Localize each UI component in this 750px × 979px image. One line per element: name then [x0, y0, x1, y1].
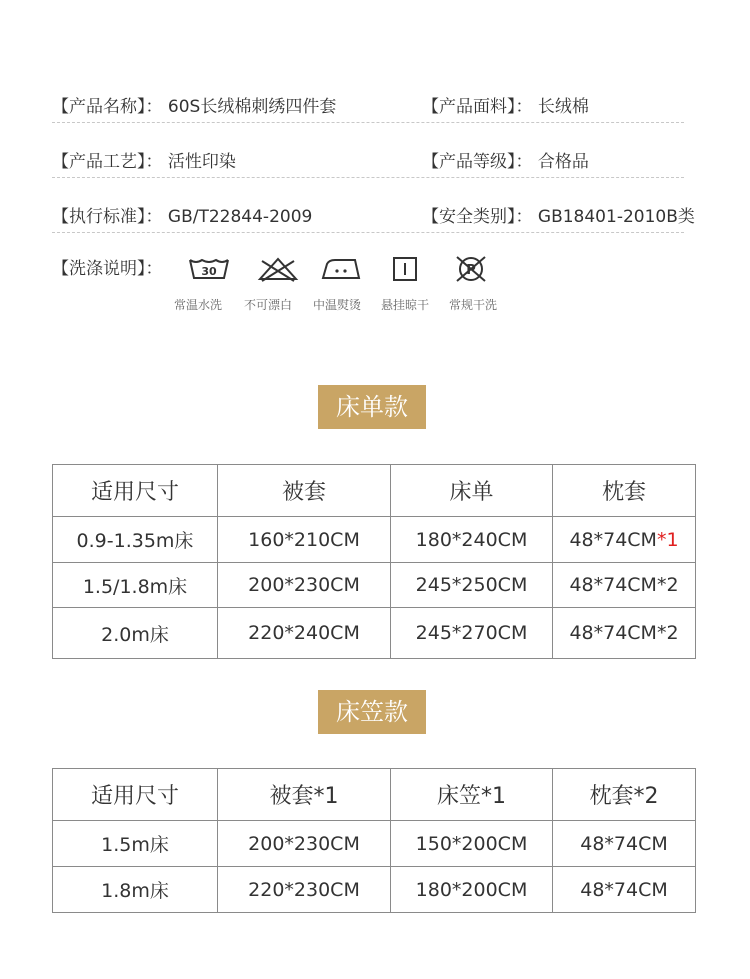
cell-size: 1.5/1.8m床: [53, 563, 218, 608]
header-duvet: 被套: [218, 465, 391, 517]
product-fabric: 【产品面料】： 长绒棉: [422, 97, 589, 117]
cell-size: 2.0m床: [53, 608, 218, 659]
product-name: 【产品名称】： 60S长绒棉刺绣四件套: [52, 97, 337, 117]
sheet-size-table: [52, 464, 696, 659]
table-row: [53, 517, 696, 563]
table-row: [53, 563, 696, 608]
fitted-section-title: 床笠款: [318, 690, 426, 734]
pillow-quantity: *2: [656, 574, 679, 596]
cell-pillow: [553, 517, 696, 563]
care-text-iron: 中温熨烫: [313, 298, 362, 312]
table-header-row: [53, 465, 696, 517]
fitted-size-table: [52, 768, 696, 913]
cell-duvet: 220*240CM: [218, 608, 391, 659]
header-sheet: 床单: [391, 465, 553, 517]
product-grade: 【产品等级】： 合格品: [422, 152, 589, 172]
cell-pillow: [553, 608, 696, 659]
cell-duvet: 160*210CM: [218, 517, 391, 563]
cell-size: 1.8m床: [53, 867, 218, 913]
pillow-size: 48*74CM: [569, 528, 657, 551]
hang-dry-icon: [383, 254, 427, 284]
header-fitted: 床笠*1: [391, 769, 553, 821]
care-text-hang-dry: 悬挂晾干: [381, 298, 430, 312]
care-text-no-bleach: 不可漂白: [244, 298, 293, 312]
info-row-name: [52, 94, 684, 123]
cell-duvet: 200*230CM: [218, 821, 391, 867]
cell-pillow: [553, 563, 696, 608]
cell-size: 0.9-1.35m床: [53, 517, 218, 563]
table-header-row: [53, 769, 696, 821]
cell-fitted: 180*200CM: [391, 867, 553, 913]
svg-text:30: 30: [201, 265, 217, 278]
no-dry-clean-icon: [449, 254, 493, 284]
pillow-quantity: *1: [656, 528, 679, 551]
header-size: 适用尺寸: [53, 465, 218, 517]
care-label: 【洗涤说明】：: [52, 259, 163, 279]
table-row: [53, 608, 696, 659]
care-text-wash: 常温水洗: [174, 298, 223, 312]
header-size: 适用尺寸: [53, 769, 218, 821]
cell-fitted: 150*200CM: [391, 821, 553, 867]
cell-duvet: 200*230CM: [218, 563, 391, 608]
cell-duvet: 220*230CM: [218, 867, 391, 913]
info-row-process: [52, 149, 684, 178]
sheet-section-title: 床单款: [318, 385, 426, 429]
care-text-dry-clean: 常规干洗: [449, 298, 498, 312]
table-row: [53, 867, 696, 913]
pillow-size: 48*74CM: [569, 574, 657, 596]
cell-size: 1.5m床: [53, 821, 218, 867]
cell-pillow: 48*74CM: [553, 867, 696, 913]
header-duvet: 被套*1: [218, 769, 391, 821]
cell-sheet: 245*270CM: [391, 608, 553, 659]
iron-medium-icon: [319, 254, 363, 284]
table-row: [53, 821, 696, 867]
header-pillow: 枕套*2: [553, 769, 696, 821]
pillow-quantity: *2: [656, 622, 679, 644]
product-safety: 【安全类别】： GB18401-2010B类: [422, 207, 695, 227]
info-row-standard: [52, 204, 695, 233]
product-process: 【产品工艺】： 活性印染: [52, 152, 236, 172]
cell-sheet: 180*240CM: [391, 517, 553, 563]
svg-text:P: P: [466, 263, 476, 278]
product-standard: 【执行标准】： GB/T22844-2009: [52, 207, 313, 227]
cell-pillow: 48*74CM: [553, 821, 696, 867]
cell-sheet: 245*250CM: [391, 563, 553, 608]
wash-30-icon: [187, 254, 231, 284]
no-bleach-icon: [256, 254, 300, 284]
header-pillow: 枕套: [553, 465, 696, 517]
pillow-size: 48*74CM: [569, 622, 657, 644]
